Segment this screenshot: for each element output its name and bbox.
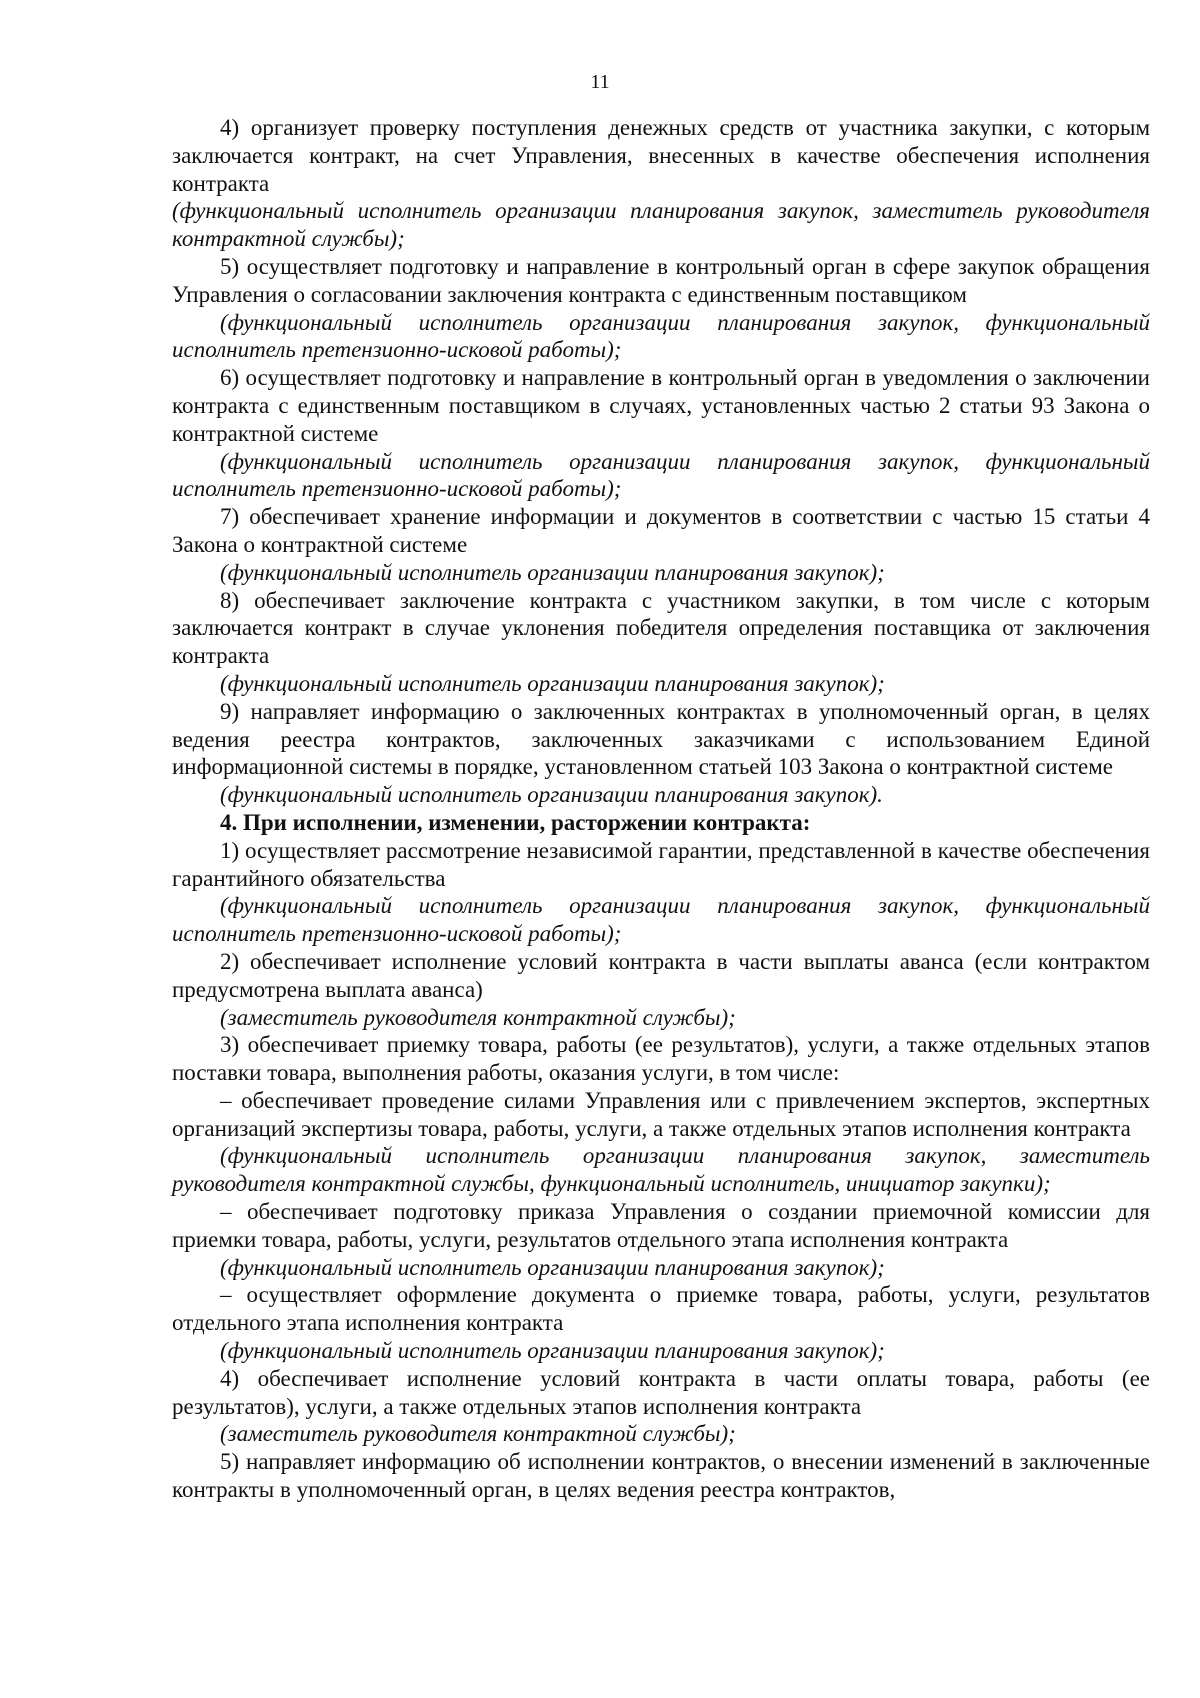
paragraph: 2) обеспечивает исполнение условий контракта в части выплаты аванса (если контрактом предусмотрена выплата аванса) <box>172 948 1150 1002</box>
paragraph: (функциональный исполнитель организации планирования закупок, функциональный исполнитель претензионно-исковой работы); <box>172 448 1150 502</box>
paragraph: 5) осуществляет подготовку и направление в контрольный орган в сфере закупок обращения Управления о согласовании заключения контракта с единственным поставщиком <box>172 253 1150 307</box>
paragraph: (заместитель руководителя контрактной службы); <box>220 1004 736 1030</box>
paragraph: 7) обеспечивает хранение информации и документов в соответствии с частью 15 статьи 4 Закона о контрактной системе <box>172 504 1150 557</box>
paragraph: 1) осуществляет рассмотрение независимой гарантии, представленной в качестве обеспечения гарантийного обязательства <box>172 837 1150 891</box>
paragraph: 3) обеспечивает приемку товара, работы (ее результатов), услуги, а также отдельных этапов поставки товара, выполнения работы, оказания услуги, в том числе: <box>172 1032 1150 1086</box>
paragraph: – обеспечивает проведение силами Управления или с привлечением экспертов, экспертных организаций экспертизы товара, работы, услуги, а также отдельных этапов исполнения контракта <box>172 1087 1150 1141</box>
paragraph: (функциональный исполнитель организации планирования закупок); <box>220 1254 885 1280</box>
paragraph: (функциональный исполнитель организации планирования закупок, функциональный исполнитель претензионно-исковой работы); <box>172 893 1150 947</box>
paragraph: 5) направляет информацию об исполнении контрактов, о внесении изменений в заключенные контракты в уполномоченный орган, в целях ведения реестра контрактов, <box>172 1449 1150 1503</box>
paragraph: (функциональный исполнитель организации планирования закупок); <box>220 1338 885 1364</box>
paragraph: (функциональный исполнитель организации планирования закупок). <box>220 782 883 808</box>
paragraph: (функциональный исполнитель организации планирования закупок, функциональный исполнитель претензионно-исковой работы); <box>172 309 1150 363</box>
paragraph: 4) обеспечивает исполнение условий контракта в части оплаты товара, работы (ее результатов), услуги, а также отдельных этапов исполнения контракта <box>172 1365 1150 1419</box>
paragraph: (функциональный исполнитель организации планирования закупок, заместитель руководителя контрактной службы, функциональный исполнитель, инициатор закупки); <box>172 1143 1150 1197</box>
paragraph: 9) направляет информацию о заключенных контрактах в уполномоченный орган, в целях ведения реестра контрактов, заключенных заказчиками с использованием Единой информационной системы в порядке, установленном статьей 103 Закона о контрактной системе <box>172 698 1150 780</box>
paragraph: (функциональный исполнитель организации планирования закупок); <box>220 670 885 696</box>
document-body <box>172 114 1150 1504</box>
page-number: 11 <box>590 71 610 93</box>
paragraph: – осуществляет оформление документа о приемке товара, работы, услуги, результатов отдельного этапа исполнения контракта <box>172 1282 1150 1336</box>
paragraph: (заместитель руководителя контрактной службы); <box>220 1421 736 1447</box>
paragraph: – обеспечивает подготовку приказа Управления о создании приемочной комиссии для приемки товара, работы, услуги, результатов отдельного этапа исполнения контракта <box>172 1199 1150 1252</box>
paragraph: 4) организует проверку поступления денежных средств от участника закупки, с которым заключается контракт, на счет Управления, внесенных в качестве обеспечения исполнения контракта <box>172 115 1150 196</box>
section-heading: 4. При исполнении, изменении, расторжении контракта: <box>220 809 811 835</box>
paragraph: (функциональный исполнитель организации планирования закупок); <box>220 559 885 585</box>
paragraph: (функциональный исполнитель организации планирования закупок, заместитель руководителя контрактной службы); <box>172 198 1150 252</box>
paragraph: 8) обеспечивает заключение контракта с участником закупки, в том числе с которым заключается контракт в случае уклонения победителя определения поставщика от заключения контракта <box>172 587 1150 669</box>
paragraph: 6) осуществляет подготовку и направление в контрольный орган в уведомления о заключении контракта с единственным поставщиком в случаях, установленных частью 2 статьи 93 Закона о контрактной системе <box>172 365 1150 446</box>
